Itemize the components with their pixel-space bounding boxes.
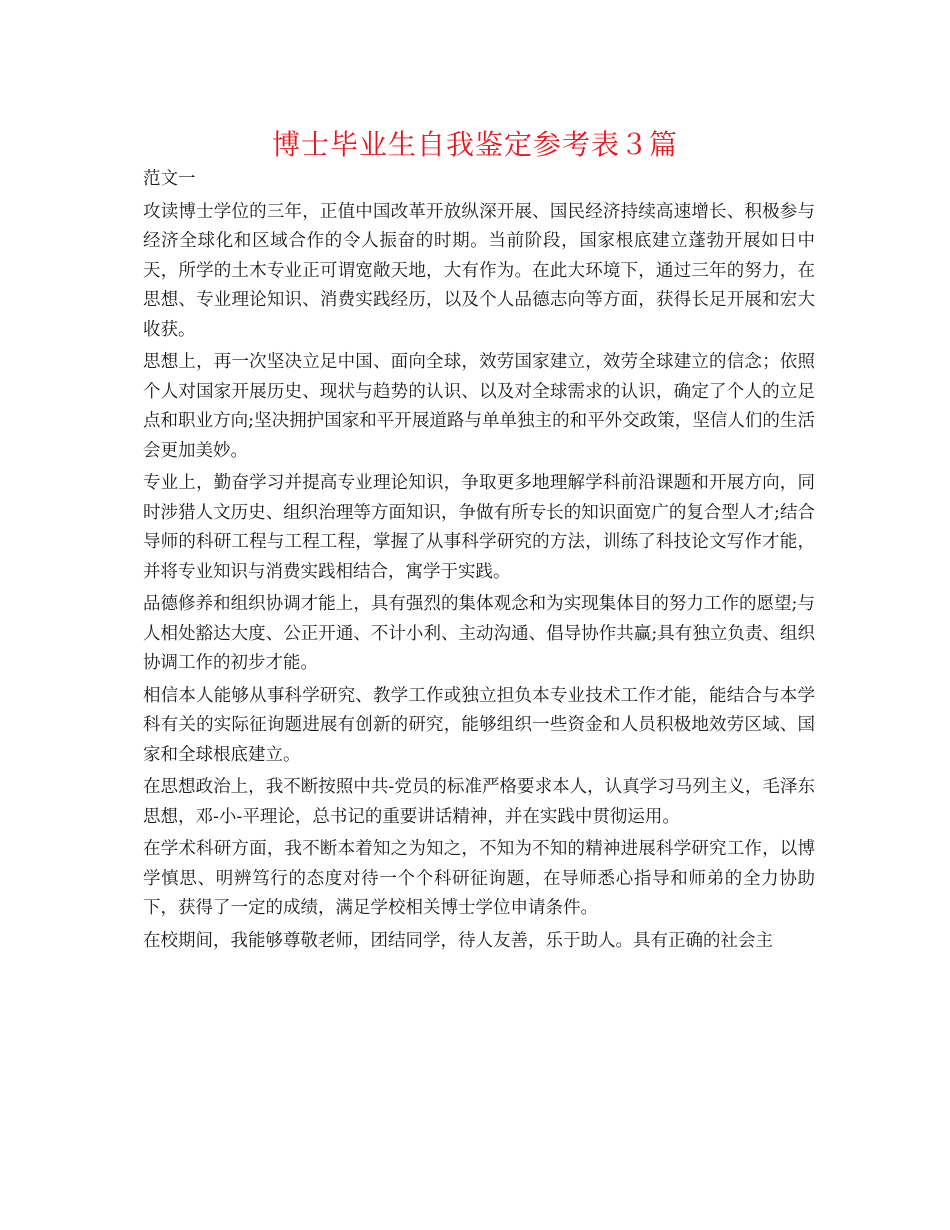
paragraph-3: 专业上，勤奋学习并提高专业理论知识，争取更多地理解学科前沿课题和开展方向，同时涉猎人文历史、组织治理等方面知识，争做有所专长的知识面宽广的复合型人才;结合导师的科研工程与工程工程，掌握了从事科学研究的方法，训练了科技论文写作才能，并将专业知识与消费实践相结合，寓学于实践。 <box>143 473 815 582</box>
section-label: 范文一 <box>143 169 196 189</box>
paragraph-1: 攻读博士学位的三年，正值中国改革开放纵深开展、国民经济持续高速增长、积极参与经济全球化和区域合作的令人振奋的时期。当前阶段，国家根底建立蓬勃开展如日中天，所学的土木专业正可谓宽敞天地，大有作为。在此大环境下，通过三年的努力，在思想、专业理论知识、消费实践经历，以及个人品德志向等方面，获得长足开展和宏大收获。 <box>143 201 815 340</box>
paragraph-8: 在校期间，我能够尊敬老师，团结同学，待人友善，乐于助人。具有正确的社会主 <box>143 930 773 951</box>
paragraph-7: 在学术科研方面，我不断本着知之为知之，不知为不知的精神进展科学研究工作，以博学慎思、明辨笃行的态度对待一个个科研征询题，在导师悉心指导和师弟的全力协助下，获得了一定的成绩，满足学校相关博士学位申请条件。 <box>143 839 815 918</box>
paragraph-5: 相信本人能够从事科学研究、教学工作或独立担负本专业技术工作才能，能结合与本学科有关的实际征询题进展有创新的研究，能够组织一些资金和人员积极地效劳区域、国家和全球根底建立。 <box>143 685 815 765</box>
paragraph-2: 思想上，再一次坚决立足中国、面向全球，效劳国家建立，效劳全球建立的信念；依照个人对国家开展历史、现状与趋势的认识、以及对全球需求的认识，确定了个人的立足点和职业方向;坚决拥护国家和平开展道路与单单独主的和平外交政策，坚信人们的生活会更加美妙。 <box>143 352 815 461</box>
paragraph-6: 在思想政治上，我不断按照中共-党员的标准严格要求本人，认真学习马列主义，毛泽东思想，邓-小-平理论，总书记的重要讲话精神，并在实践中贯彻运用。 <box>143 777 815 827</box>
paragraph-4: 品德修养和组织协调才能上，具有强烈的集体观念和为实现集体目的努力工作的愿望;与人相处豁达大度、公正开通、不计小利、主动沟通、倡导协作共赢;具有独立负责、组织协调工作的初步才能。 <box>143 594 815 673</box>
document-title: 博士毕业生自我鉴定参考表３篇 <box>271 128 678 161</box>
document-body <box>143 165 815 956</box>
